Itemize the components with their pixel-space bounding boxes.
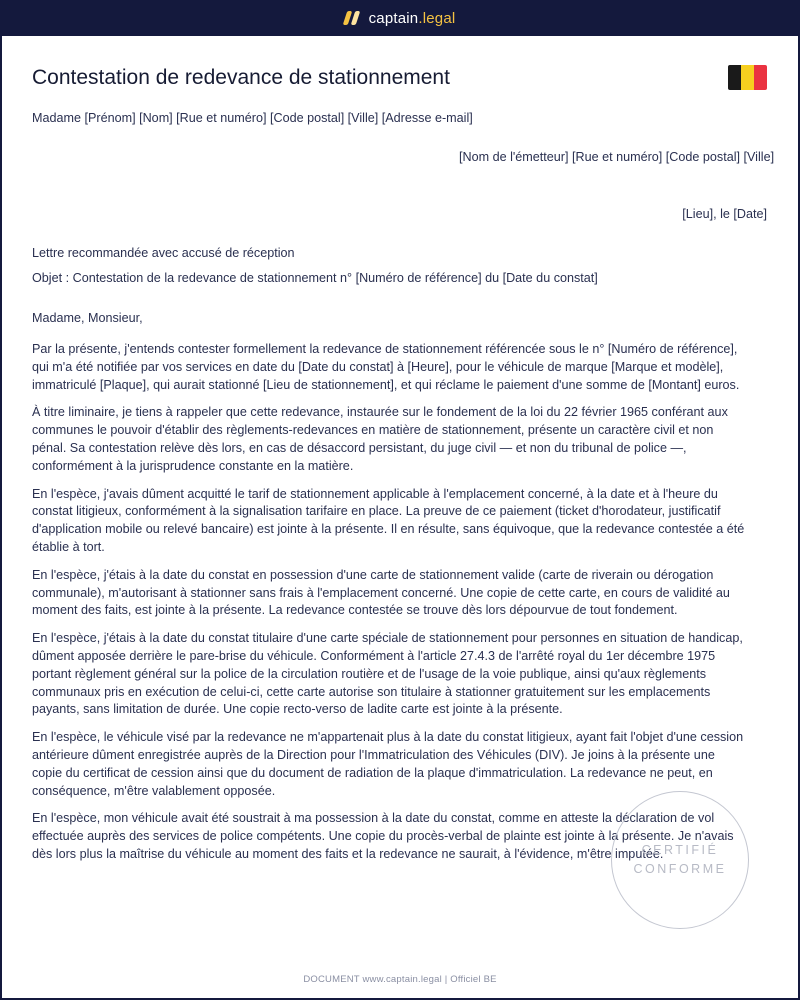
subject-line: Objet : Contestation de la redevance de stationnement n° [Numéro de référence] du [Date du constat]: [32, 271, 598, 285]
body-paragraph: En l'espèce, j'étais à la date du constat en possession d'une carte de stationnement valide (carte de riverain ou dérogation communale), m'autorisant à stationner sans frais à l'emplacement concerné. Une copie de cette carte, en cours de validité au moment des faits, est jointe à la présente. La redevance contestée se trouve dès lors dépourvue de tout fondement.: [32, 567, 730, 618]
document-title: Contestation de redevance de stationnement: [32, 66, 450, 89]
registered-mail-note: Lettre recommandée avec accusé de réception: [32, 246, 295, 260]
belgium-flag-icon: [728, 65, 767, 90]
document-page: [2, 36, 798, 998]
brand-logo-icon: [342, 11, 360, 25]
top-bar: [0, 0, 800, 36]
salutation: Madame, Monsieur,: [32, 311, 143, 325]
body-paragraph: En l'espèce, j'étais à la date du constat titulaire d'une carte spéciale de stationnement pour personnes en situation de handicap, dûment apposée derrière le pare-brise du véhicule. Conformément à l'article 27.4.3 de l'arrêté royal du 1er décembre 1975 portant règlement général sur la police de la circulation routière et de l'usage de la voie publique, ainsi qu'aux règlements communaux pris en exécution de celui-ci, cette carte autorise son titulaire à stationner gratuitement sur les emplacements payants, sans limitation de durée. Une copie recto-verso de ladite carte est jointe à la présente.: [32, 631, 743, 717]
brand-name: captain.legal: [368, 9, 456, 27]
body-paragraph: En l'espèce, le véhicule visé par la redevance ne m'appartenait plus à la date du constat litigieux, ayant fait l'objet d'une cession antérieure dûment enregistrée auprès de la Direction pour l'Immatriculation des Véhicules (DIV). Je joins à la présente une copie du certificat de cession ainsi que du document de radiation de la plaque d'immatriculation. La redevance ne peut, en conséquence, m'être valablement opposée.: [32, 730, 744, 798]
body-paragraph: En l'espèce, mon véhicule avait été soustrait à ma possession à la date du constat, comme en atteste la déclaration de vol effectuée auprès des services de police compétents. Une copie du procès-verbal de plainte est jointe à la présente. Je n'avais dès lors plus la maîtrise du véhicule au moment des faits et la redevance ne saurait, à l'évidence, m'être imputée.: [32, 811, 734, 861]
body-paragraph: En l'espèce, j'avais dûment acquitté le tarif de stationnement applicable à l'emplacement concerné, à la date et à l'heure du constat litigieux, conformément à la signalisation tarifaire en place. La preuve de ce paiement (ticket d'horodateur, justificatif d'application mobile ou relevé bancaire) est jointe à la présente. Il en résulte, sans équivoque, que la redevance contestée a été établie à tort.: [32, 486, 745, 554]
place-date: [Lieu], le [Date]: [682, 207, 767, 221]
certified-stamp: [611, 791, 749, 929]
stamp-line-1: CERTIFIÉ: [641, 843, 719, 857]
stamp-line-2: CONFORME: [633, 862, 727, 876]
recipient-address: [Nom de l'émetteur] [Rue et numéro] [Code postal] [Ville]: [459, 150, 775, 164]
sender-address: Madame [Prénom] [Nom] [Rue et numéro] [Code postal] [Ville] [Adresse e-mail]: [32, 111, 473, 125]
body-paragraph: Par la présente, j'entends contester formellement la redevance de stationnement référencée sous le n° [Numéro de référence], qui m'a été notifiée par vos services en date du [Date du constat] à [Heure], pour le véhicule de marque [Marque et modèle], immatriculé [Plaque], qui aurait stationné [Lieu de stationnement], et qui réclame le paiement d'une somme de [Montant] euros.: [32, 342, 740, 392]
letter-body: [32, 341, 748, 874]
body-paragraph: À titre liminaire, je tiens à rappeler que cette redevance, instaurée sur le fondement de la loi du 22 février 1965 conférant aux communes le pouvoir d'établir des règlements-redevances en matière de stationnement, présente un caractère civil et non pénal. Sa contestation relève dès lors, en cas de désaccord persistant, du juge civil — et non du tribunal de police —, conformément à la jurisprudence constante en la matière.: [32, 405, 728, 473]
page-footer: DOCUMENT www.captain.legal | Officiel BE: [303, 974, 497, 985]
brand-logo[interactable]: [345, 10, 456, 27]
